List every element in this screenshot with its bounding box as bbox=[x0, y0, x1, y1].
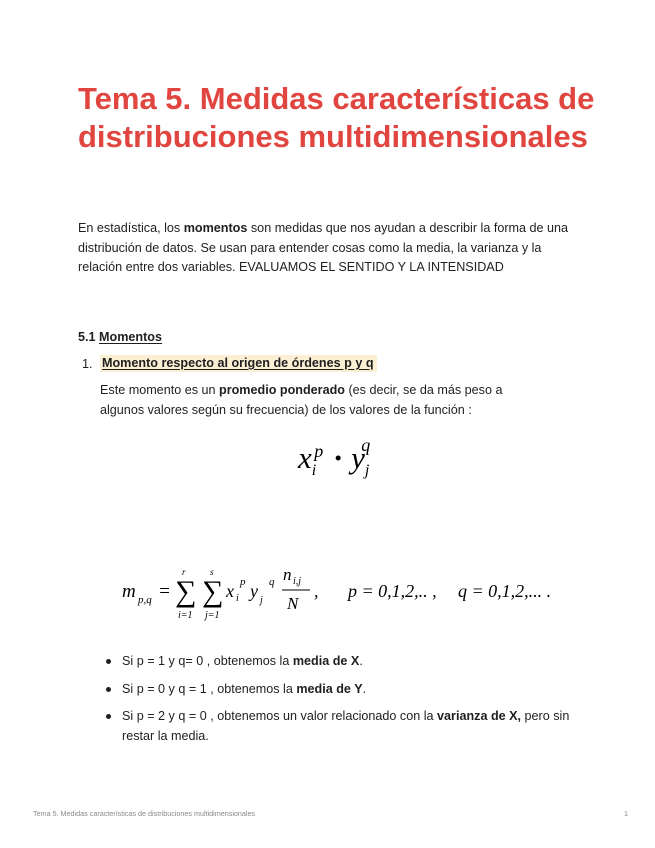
item-body bbox=[100, 381, 550, 420]
bullet-list bbox=[104, 652, 574, 754]
f2-sum2-bottom: j=1 bbox=[205, 610, 220, 621]
bullet-tail: . bbox=[362, 681, 367, 696]
f2-q-cond: q = 0,1,2,... . bbox=[458, 581, 552, 601]
f2-x-sup: p bbox=[240, 576, 246, 588]
f1-x-sup: p bbox=[314, 440, 324, 461]
formula-moment-definition bbox=[120, 565, 580, 625]
f2-x: x bbox=[226, 581, 234, 601]
intro-bold-momentos: momentos bbox=[183, 221, 248, 235]
f1-y-sub: j bbox=[364, 462, 370, 480]
f2-sum1-icon: ∑ bbox=[175, 575, 197, 608]
f2-m-sub: p,q bbox=[138, 594, 152, 606]
bullet-bold: media de X bbox=[292, 654, 360, 668]
f2-sum1-top: r bbox=[182, 567, 186, 577]
bullet-icon bbox=[106, 714, 111, 719]
f1-y-sup: q bbox=[361, 434, 371, 455]
list-item bbox=[104, 652, 574, 672]
f2-comma: , bbox=[314, 581, 319, 601]
f2-y-sub: j bbox=[260, 595, 263, 606]
item-heading: Momento respecto al origen de órdenes p y q bbox=[100, 355, 377, 372]
intro-paragraph bbox=[78, 219, 588, 278]
f2-x-sub: i bbox=[236, 593, 239, 604]
bullet-bold: media de Y bbox=[296, 681, 363, 696]
bullet-icon bbox=[106, 659, 111, 664]
bullet-tail: pero sin restar la media. bbox=[122, 709, 570, 743]
f2-eq: = bbox=[158, 581, 171, 602]
f2-p-cond: p = 0,1,2,.. , bbox=[348, 581, 437, 601]
f2-den: N bbox=[287, 594, 299, 613]
f2-y: y bbox=[250, 581, 258, 601]
f2-num-sub: i,j bbox=[293, 576, 302, 587]
list-number: 1. bbox=[82, 357, 93, 371]
f2-y-sup: q bbox=[269, 576, 275, 588]
page-title: Tema 5. Medidas características de distribuciones multidimensionales bbox=[78, 81, 595, 154]
bullet-text: Si p = 1 y q= 0 , obtenemos la bbox=[122, 654, 293, 668]
footer-title: Tema 5. Medidas características de distribuciones multidimensionales bbox=[33, 809, 256, 818]
section-title: Momentos bbox=[99, 330, 162, 344]
f1-y: y bbox=[351, 440, 365, 475]
intro-text-2: son medidas que nos ayudan a describir la forma de una distribución de datos. Se usan para entender cosas como la media, la varianza y la relación entre dos variables. EVALUAMOS EL SENTIDO Y LA INTENSIDAD bbox=[78, 221, 569, 274]
bullet-bold: varianza de X, bbox=[437, 709, 522, 723]
item-body-bold: promedio ponderado bbox=[219, 383, 345, 397]
bullet-icon bbox=[106, 687, 111, 692]
bullet-tail: . bbox=[359, 654, 363, 668]
f2-m: m bbox=[122, 581, 136, 602]
section-heading bbox=[78, 330, 162, 344]
f2-num: n bbox=[283, 565, 292, 584]
formula-moment-term bbox=[298, 434, 378, 480]
f2-sum2-top: s bbox=[210, 567, 214, 577]
f1-dot: · bbox=[332, 440, 344, 475]
f2-sum2-icon: ∑ bbox=[202, 575, 224, 608]
bullet-text: Si p = 0 y q = 1 , obtenemos la bbox=[122, 681, 297, 696]
intro-text-1: En estadística, los bbox=[78, 221, 184, 235]
bullet-text: Si p = 2 y q = 0 , obtenemos un valor relacionado con la bbox=[122, 709, 438, 723]
footer-page-number: 1 bbox=[624, 809, 628, 818]
item-body-text-2: (es decir, se da más peso a algunos valores según su frecuencia) de los valores de la función : bbox=[100, 383, 503, 417]
f1-x-sub: i bbox=[311, 462, 317, 480]
list-item bbox=[104, 707, 574, 746]
list-item bbox=[104, 680, 574, 700]
f2-sum1-bottom: i=1 bbox=[178, 610, 193, 621]
f1-x: x bbox=[298, 440, 312, 475]
item-body-text-1: Este momento es un bbox=[100, 383, 220, 397]
section-number: 5.1 bbox=[78, 330, 96, 344]
